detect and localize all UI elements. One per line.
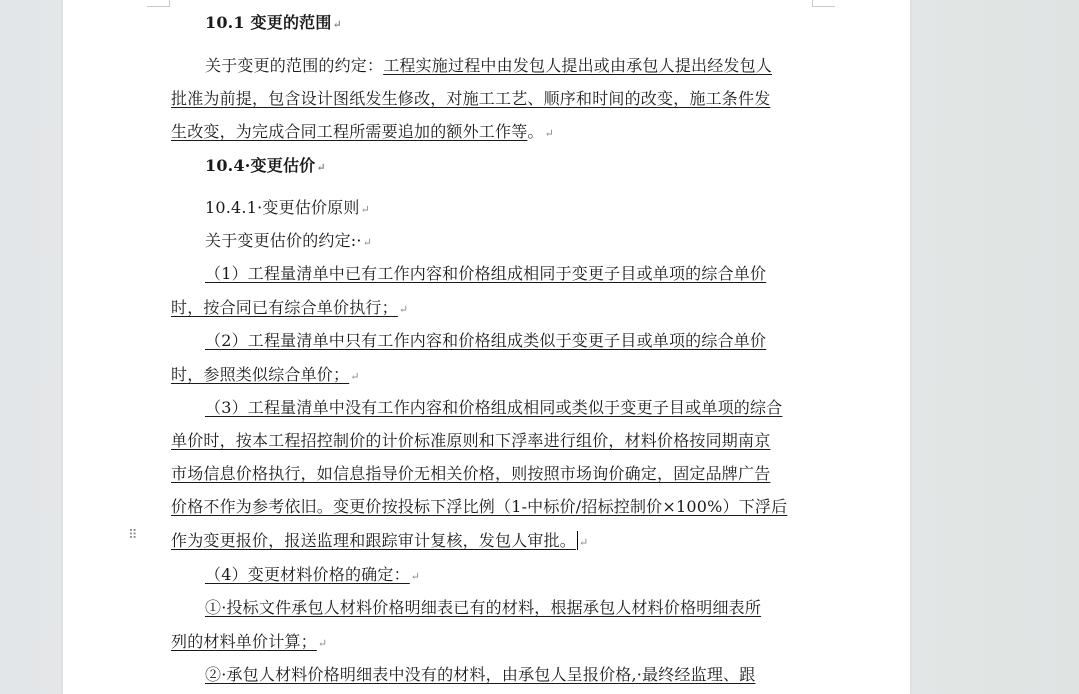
heading-10-1[interactable] [205,13,342,35]
paragraph-mark-icon: ↵ [360,203,370,216]
paragraph-mark-icon: ↵ [316,161,326,174]
list-item-1-line[interactable] [171,298,408,320]
period: 。 [527,122,544,141]
paragraph-mark-icon: ↵ [362,236,373,249]
page-margin-corner-left [147,0,170,7]
list-item-1-line[interactable]: （1）工程量清单中已有工作内容和价格组成相同于变更子目或单项的综合单价 [205,264,767,283]
drag-handle-icon[interactable]: ⠿ [128,528,139,543]
paragraph-mark-icon: ↵ [579,536,589,549]
list-item-3-line[interactable]: 市场信息价格执行，如信息指导价无相关价格，则按照市场询价确定，固定品牌广告 [171,464,771,483]
agreement-label: 关于变更的范围的约定： [205,56,384,75]
agreement-label: 关于变更估价的约定:· [205,231,362,250]
text-cursor [577,531,578,550]
paragraph-mark-icon: ↵ [350,370,360,383]
underlined-text: 列的材料单价计算； [171,632,317,651]
list-item-3-line[interactable]: 单价时，按本工程招控制价的计价标准原则和下浮率进行组价，材料价格按同期南京 [171,431,771,450]
paragraph-mark-icon: ↵ [544,127,555,140]
heading-text: 10.4.1·变更估价原则 [205,198,360,217]
heading-text: 10.4·变更估价 [205,156,316,175]
sub-item-2-line[interactable]: ②·承包人材料价格明细表中没有的材料，由承包人呈报价格,·最终经监理、跟 [205,665,756,684]
list-item-3-line[interactable] [171,531,588,553]
underlined-text: 作为变更报价，报送监理和跟踪审计复核，发包人审批。 [171,531,577,550]
sub-item-1-line[interactable] [171,632,327,654]
list-item-2-line[interactable] [171,365,360,387]
underlined-text: （4）变更材料价格的确定： [205,565,410,584]
list-item-3-line[interactable]: （3）工程量清单中没有工作内容和价格组成相同或类似于变更子目或单项的综合 [205,398,783,417]
heading-10-4-1[interactable] [205,198,370,220]
underlined-text: 时，按合同已有综合单价执行； [171,298,398,317]
paragraph-mark-icon: ↵ [332,18,342,31]
sub-item-1-line[interactable]: ①·投标文件承包人材料价格明细表已有的材料，根据承包人材料价格明细表所 [205,598,762,617]
list-item-3-line[interactable]: 价格不作为参考依旧。变更价按投标下浮比例（1-中标价/招标控制价×100%）下浮后 [171,497,788,516]
list-item-2-line[interactable]: （2）工程量清单中只有工作内容和价格组成类似于变更子目或单项的综合单价 [205,331,767,350]
paragraph-mark-icon: ↵ [410,570,421,583]
paragraph-line[interactable] [205,231,372,253]
underlined-text: 时，参照类似综合单价； [171,365,350,384]
paragraph-mark-icon: ↵ [317,637,328,650]
underlined-text: 生改变，为完成合同工程所需要追加的额外工作等 [171,122,528,141]
page-margin-corner-right [812,0,835,7]
list-item-4-line[interactable] [205,565,420,587]
paragraph-line[interactable]: 批准为前提，包含设计图纸发生修改，对施工工艺、顺序和时间的改变，施工条件发 [171,89,771,108]
paragraph-line[interactable] [205,56,772,76]
underlined-text: 工程实施过程中由发包人提出或由承包人提出经发包人 [383,56,773,75]
heading-text: 10.1 变更的范围 [205,13,332,32]
heading-10-4[interactable] [205,156,326,178]
paragraph-line[interactable] [171,122,554,144]
paragraph-mark-icon: ↵ [398,303,409,316]
